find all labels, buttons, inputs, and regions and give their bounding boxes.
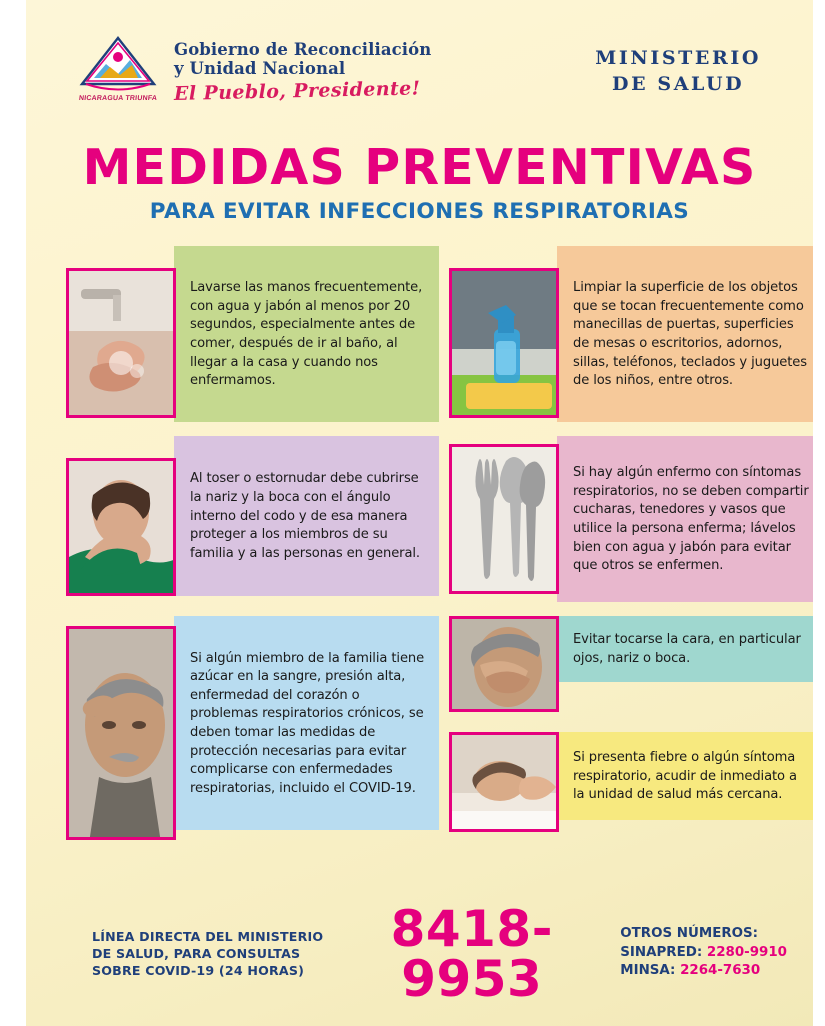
handwashing-text-panel xyxy=(174,246,439,422)
measures-grid xyxy=(26,246,813,840)
measure-card-cough-etiquette xyxy=(66,436,439,596)
measures-row-1 xyxy=(66,246,807,422)
measure-card-fever-seek-care xyxy=(449,732,822,832)
face-touch-photo xyxy=(449,616,559,712)
cough-elbow-photo xyxy=(66,458,176,596)
cutlery-photo xyxy=(449,444,559,594)
no-sharing-utensils-text: Si hay algún enfermo con síntomas respiratorios, no se deben compartir cucharas, tenedores y vasos que utilice la persona enferma; lávelos bien con agua y jabón para evitar que otros se enfermen. xyxy=(573,465,809,574)
sinapred-label: SINAPRED: xyxy=(620,944,703,960)
fever-seek-care-text: Si presenta fiebre o algún síntoma respiratorio, acudir de inmediato a la unidad de salud más cercana. xyxy=(573,750,797,803)
face-touch-photo-art xyxy=(452,619,556,709)
patient-care-photo xyxy=(449,732,559,832)
minsa-number: 2264-7630 xyxy=(680,963,761,979)
cutlery-photo-art xyxy=(452,447,556,591)
government-logo xyxy=(76,34,160,102)
hotline-label xyxy=(92,928,323,979)
handwashing-photo-art xyxy=(69,271,173,415)
sinapred-number: 2280-9910 xyxy=(706,944,787,960)
measures-right-stack xyxy=(449,616,822,832)
spray-bottle-photo-art xyxy=(452,271,556,415)
hotline-label-line-3: SOBRE COVID-19 (24 HORAS) xyxy=(92,962,305,978)
hotline-phone-number: 8418-9953 xyxy=(390,900,553,1008)
elderly-man-photo xyxy=(66,626,176,840)
poster-footer xyxy=(26,900,813,1008)
government-slogan: El Pueblo, Presidente! xyxy=(173,77,421,105)
ministry-block xyxy=(595,34,783,97)
poster-header xyxy=(26,0,813,105)
page-title: MEDIDAS PREVENTIVAS xyxy=(82,138,757,196)
clean-surfaces-text: Limpiar la superficie de los objetos que se tocan frecuentemente como manecillas de puertas, superficies de mesas o escritorios, adornos, sillas, teléfonos, teclados y juguetes de los niños, entre otros. xyxy=(573,280,807,389)
handwashing-photo xyxy=(66,268,176,418)
avoid-face-touch-text: Evitar tocarse la cara, en particular ojos, nariz o boca. xyxy=(573,632,801,666)
gov-line-2: y Unidad Nacional xyxy=(174,59,346,79)
gov-line-1: Gobierno de Reconciliación xyxy=(174,40,432,59)
patient-care-photo-art xyxy=(452,735,556,829)
hotline-label-line-1: LÍNEA DIRECTA DEL MINISTERIO xyxy=(92,928,324,944)
ministry-line-1: MINISTERIO xyxy=(595,47,761,69)
cough-elbow-photo-art xyxy=(69,461,173,593)
cough-etiquette-text: Al toser o estornudar debe cubrirse la nariz y la boca con el ángulo interno del codo y de esa manera proteger a los miembros de su familia y a las personas en general. xyxy=(190,471,420,561)
measure-card-chronic-conditions xyxy=(66,616,439,840)
ministry-line-2: DE SALUD xyxy=(612,72,745,95)
clean-surfaces-text-panel xyxy=(557,246,822,422)
elderly-man-photo-art xyxy=(69,629,173,837)
minsa-row xyxy=(620,962,787,981)
sinapred-row xyxy=(620,944,787,963)
handwashing-text: Lavarse las manos frecuentemente, con agua y jabón al menos por 20 segundos, especialmente antes de comer, después de ir al baño, al llegar a la casa y cuando nos enfermamos. xyxy=(190,280,423,389)
fever-seek-care-text-panel xyxy=(557,732,822,820)
logo-caption: NICARAGUA TRIUNFA xyxy=(78,95,158,102)
nicaragua-triangle-icon xyxy=(76,34,160,94)
no-sharing-utensils-text-panel xyxy=(557,436,822,602)
chronic-conditions-text: Si algún miembro de la familia tiene azúcar en la sangre, presión alta, enfermedad del corazón o problemas respiratorios crónicos, se deben tomar las medidas de protección necesarias para evitar complicarse con enfermedades respiratorias, incluido el COVID-19. xyxy=(190,650,425,796)
measure-card-handwashing xyxy=(66,246,439,422)
measures-row-2 xyxy=(66,436,809,602)
government-name-block xyxy=(174,34,581,105)
poster-title-block xyxy=(26,138,813,224)
spray-bottle-photo xyxy=(449,268,559,418)
measure-card-avoid-face-touch xyxy=(449,616,822,712)
measures-row-3 xyxy=(66,616,801,840)
other-numbers-block xyxy=(620,925,787,981)
minsa-label: MINSA: xyxy=(620,963,676,979)
measure-card-clean-surfaces xyxy=(449,246,822,422)
avoid-face-touch-text-panel xyxy=(557,616,822,682)
page-subtitle: PARA EVITAR INFECCIONES RESPIRATORIAS xyxy=(149,198,690,224)
cough-etiquette-text-panel xyxy=(174,436,439,596)
measure-card-no-sharing-utensils xyxy=(449,436,822,602)
chronic-conditions-text-panel xyxy=(174,616,439,830)
other-numbers-label: OTROS NÚMEROS: xyxy=(620,925,759,941)
hotline-label-line-2: DE SALUD, PARA CONSULTAS xyxy=(92,945,301,961)
poster-inner xyxy=(26,0,813,1026)
